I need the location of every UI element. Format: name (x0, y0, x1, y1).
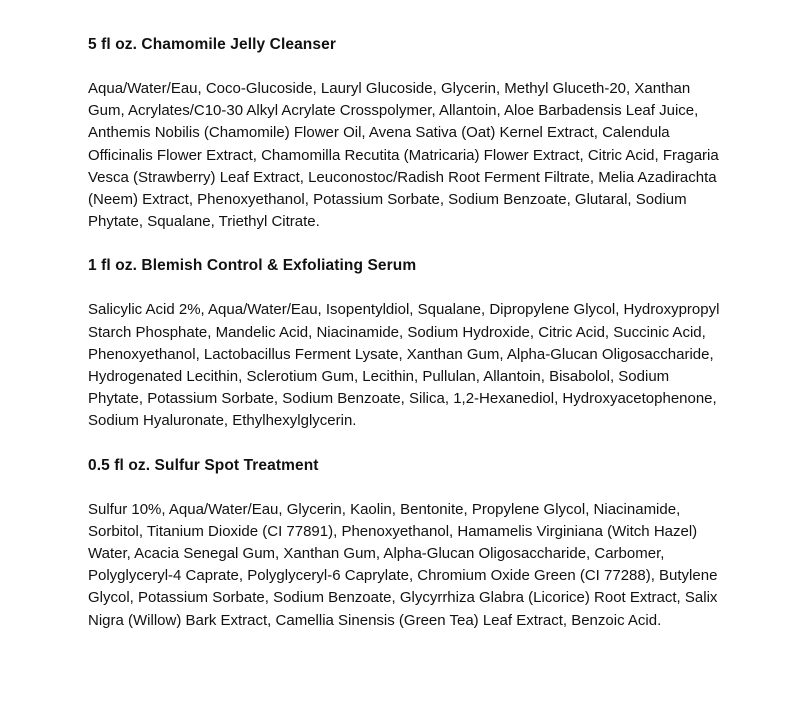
section-blemish-control-serum (88, 255, 740, 432)
section-sulfur-spot-treatment (88, 455, 740, 632)
ingredients-list: Sulfur 10%, Aqua/Water/Eau, Glycerin, Kaolin, Bentonite, Propylene Glycol, Niacinamide, Sorbitol, Titanium Dioxide (CI 77891), Phenoxyethanol, Hamamelis Virginiana (Witch Hazel) Water, Acacia Senegal Gum, Xanthan Gum, Alpha-Glucan Oligosaccharide, Carbomer, Polyglyceryl-4 Caprate, Polyglyceryl-6 Caprylate, Chromium Oxide Green (CI 77288), Butylene Glycol, Potassium Sorbate, Sodium Benzoate, Glycyrrhiza Glabra (Licorice) Root Extract, Salix Nigra (Willow) Bark Extract, Camellia Sinensis (Green Tea) Leaf Extract, Benzoic Acid. (88, 500, 718, 629)
section-title: 0.5 fl oz. Sulfur Spot Treatment (88, 456, 319, 474)
section-title: 5 fl oz. Chamomile Jelly Cleanser (88, 36, 336, 53)
section-title: 1 fl oz. Blemish Control & Exfoliating Serum (88, 257, 417, 275)
ingredients-list: Aqua/Water/Eau, Coco-Glucoside, Lauryl Glucoside, Glycerin, Methyl Gluceth-20, Xanthan Gum, Acrylates/C10-30 Alkyl Acrylate Crosspolymer, Allantoin, Aloe Barbadensis Leaf Juice, Anthemis Nobilis (Chamomile) Flower Oil, Avena Sativa (Oat) Kernel Extract, Calendula Officinalis Flower Extract, Chamomilla Recutita (Matricaria) Flower Extract, Citric Acid, Fragaria Vesca (Strawberry) Leaf Extract, Leuconostoc/Radish Root Ferment Filtrate, Melia Azadirachta (Neem) Extract, Phenoxyethanol, Potassium Sorbate, Sodium Benzoate, Glutaral, Sodium Phytate, Squalane, Triethyl Citrate. (88, 80, 719, 231)
ingredients-list: Salicylic Acid 2%, Aqua/Water/Eau, Isopentyldiol, Squalane, Dipropylene Glycol, Hydroxypropyl Starch Phosphate, Mandelic Acid, Niacinamide, Sodium Hydroxide, Citric Acid, Succinic Acid, Phenoxyethanol, Lactobacillus Ferment Lysate, Xanthan Gum, Alpha-Glucan Oligosaccharide, Hydrogenated Lecithin, Sclerotium Gum, Lecithin, Pullulan, Allantoin, Bisabolol, Sodium Phytate, Potassium Sorbate, Sodium Benzoate, Silica, 1,2-Hexanediol, Hydroxyacetophenone, Sodium Hyaluronate, Ethylhexylglycerin. (88, 301, 720, 430)
section-chamomile-jelly-cleanser (88, 34, 740, 233)
